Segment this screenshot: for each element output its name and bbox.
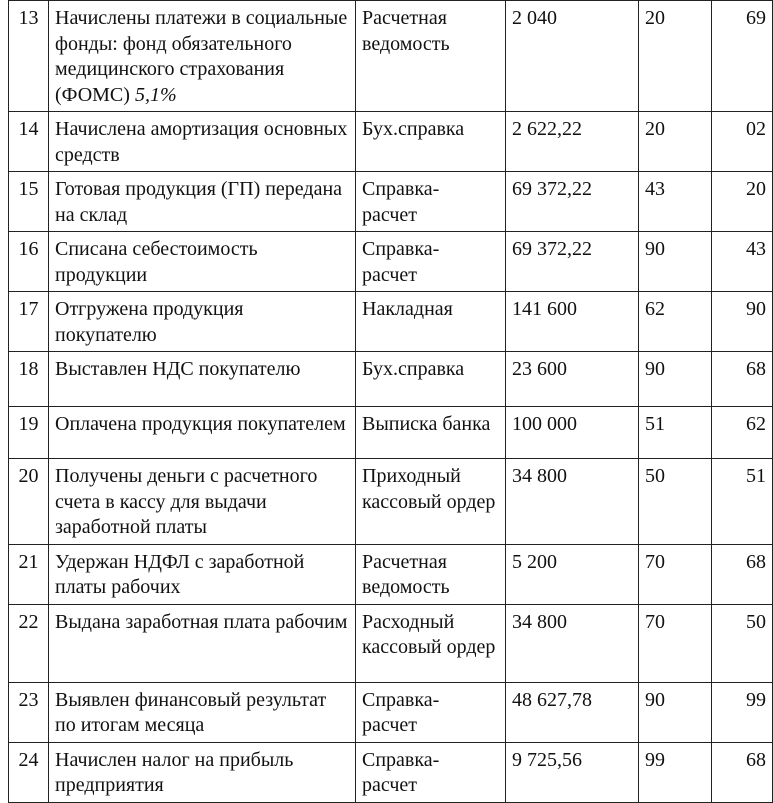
amount: 5 200 [506, 544, 639, 604]
table-row [9, 544, 773, 604]
operation-description [49, 1, 356, 112]
credit-account: 68 [712, 352, 773, 407]
table-row [9, 742, 773, 802]
operation-description-text: Начислена амортизация основных средств [55, 118, 348, 166]
operation-description [49, 604, 356, 682]
debit-account: 20 [639, 112, 712, 172]
row-number: 18 [9, 352, 49, 407]
operation-description-text: Выявлен финансовый результат по итогам месяца [55, 688, 327, 736]
operation-description-text: Удержан НДФЛ с заработной платы рабочих [55, 550, 305, 598]
credit-account: 43 [712, 232, 773, 292]
amount: 48 627,78 [506, 682, 639, 742]
operation-description [49, 742, 356, 802]
operation-description [49, 172, 356, 232]
operation-description-text: Начислены платежи в социальные фонды: фонд обязательного медицинского страхования (ФОМС) [55, 7, 348, 106]
credit-account: 20 [712, 172, 773, 232]
debit-account: 62 [639, 292, 712, 352]
credit-account: 50 [712, 604, 773, 682]
table-row [9, 292, 773, 352]
amount: 69 372,22 [506, 232, 639, 292]
operation-description-text: Списана себестоимость продукции [55, 238, 258, 286]
debit-account: 70 [639, 604, 712, 682]
debit-account: 70 [639, 544, 712, 604]
table-row [9, 232, 773, 292]
source-document: Справка- расчет [356, 742, 506, 802]
debit-account: 51 [639, 407, 712, 459]
row-number: 13 [9, 1, 49, 112]
row-number: 24 [9, 742, 49, 802]
amount: 2 040 [506, 1, 639, 112]
debit-account: 43 [639, 172, 712, 232]
amount: 9 725,56 [506, 742, 639, 802]
operation-description-text: Получены деньги с расчетного счета в кассу для выдачи заработной платы [55, 465, 318, 538]
amount: 100 000 [506, 407, 639, 459]
amount: 34 800 [506, 604, 639, 682]
credit-account: 68 [712, 544, 773, 604]
operation-description [49, 112, 356, 172]
table-row [9, 352, 773, 407]
operation-description [49, 232, 356, 292]
table-row [9, 172, 773, 232]
operation-description [49, 407, 356, 459]
source-document: Справка- расчет [356, 172, 506, 232]
source-document: Справка- расчет [356, 232, 506, 292]
table-row [9, 407, 773, 459]
credit-account: 68 [712, 742, 773, 802]
row-number: 16 [9, 232, 49, 292]
amount: 34 800 [506, 459, 639, 545]
credit-account: 51 [712, 459, 773, 545]
operation-description-text: Выставлен НДС покупателю [55, 358, 301, 380]
source-document: Накладная [356, 292, 506, 352]
operation-description-text: Начислен налог на прибыль предприятия [55, 748, 294, 796]
credit-account: 99 [712, 682, 773, 742]
row-number: 22 [9, 604, 49, 682]
debit-account: 20 [639, 1, 712, 112]
source-document: Бух.справка [356, 112, 506, 172]
amount: 141 600 [506, 292, 639, 352]
credit-account: 02 [712, 112, 773, 172]
amount: 2 622,22 [506, 112, 639, 172]
row-number: 20 [9, 459, 49, 545]
operation-description [49, 682, 356, 742]
transactions-table [8, 0, 773, 803]
debit-account: 50 [639, 459, 712, 545]
table-row [9, 1, 773, 112]
source-document: Расчетная ведомость [356, 544, 506, 604]
credit-account: 62 [712, 407, 773, 459]
table-row [9, 682, 773, 742]
source-document: Расходный кассовый ордер [356, 604, 506, 682]
operation-description-rate: 5,1% [134, 83, 177, 106]
row-number: 15 [9, 172, 49, 232]
source-document: Расчетная ведомость [356, 1, 506, 112]
operation-description-text: Выдана заработная плата рабочим [55, 610, 348, 633]
source-document: Приходный кассовый ордер [356, 459, 506, 545]
operation-description [49, 292, 356, 352]
source-document: Справка- расчет [356, 682, 506, 742]
table-row [9, 459, 773, 545]
source-document: Выписка банка [356, 407, 506, 459]
operation-description-text: Оплачена продукция покупателем [55, 413, 346, 435]
operation-description-text: Отгружена продукция покупателю [55, 298, 244, 346]
debit-account: 90 [639, 682, 712, 742]
transactions-table-body [9, 1, 773, 803]
operation-description-text: Готовая продукция (ГП) передана на склад [55, 178, 343, 226]
debit-account: 99 [639, 742, 712, 802]
row-number: 23 [9, 682, 49, 742]
debit-account: 90 [639, 232, 712, 292]
table-row [9, 112, 773, 172]
credit-account: 90 [712, 292, 773, 352]
credit-account: 69 [712, 1, 773, 112]
row-number: 14 [9, 112, 49, 172]
row-number: 19 [9, 407, 49, 459]
operation-description [49, 352, 356, 407]
debit-account: 90 [639, 352, 712, 407]
table-row [9, 604, 773, 682]
operation-description [49, 544, 356, 604]
source-document: Бух.справка [356, 352, 506, 407]
row-number: 17 [9, 292, 49, 352]
row-number: 21 [9, 544, 49, 604]
amount: 69 372,22 [506, 172, 639, 232]
operation-description [49, 459, 356, 545]
amount: 23 600 [506, 352, 639, 407]
